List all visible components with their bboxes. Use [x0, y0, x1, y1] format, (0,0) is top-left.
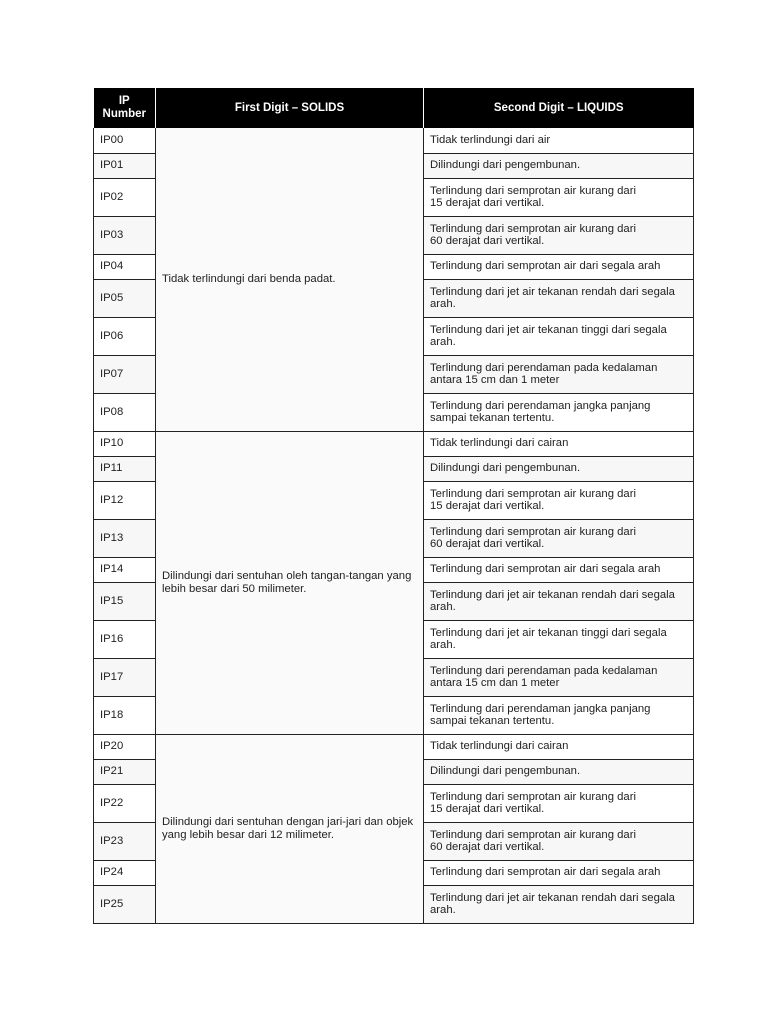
- liquids-description-cell: Terlindung dari semprotan air kurang dari 15 derajat dari vertikal.: [424, 178, 694, 216]
- ip-code-cell: IP06: [94, 317, 156, 355]
- liquids-description-cell: Terlindung dari semprotan air kurang dari 15 derajat dari vertikal.: [424, 481, 694, 519]
- ip-code-cell: IP05: [94, 279, 156, 317]
- ip-code-cell: IP15: [94, 582, 156, 620]
- liquids-description-cell: Tidak terlindungi dari air: [424, 128, 694, 153]
- liquids-description-cell: Terlindung dari perendaman pada kedalaman antara 15 cm dan 1 meter: [424, 355, 694, 393]
- ip-code-cell: IP02: [94, 178, 156, 216]
- ip-rating-table: [93, 88, 694, 924]
- liquids-description-cell: Terlindung dari jet air tekanan tinggi dari segala arah.: [424, 620, 694, 658]
- liquids-description-cell: Dilindungi dari pengembunan.: [424, 759, 694, 784]
- liquids-description-cell: Tidak terlindungi dari cairan: [424, 431, 694, 456]
- liquids-description-cell: Terlindung dari semprotan air kurang dari 60 derajat dari vertikal.: [424, 822, 694, 860]
- liquids-description-cell: Terlindung dari semprotan air dari segala arah: [424, 860, 694, 885]
- liquids-description-cell: Terlindung dari semprotan air kurang dari 60 derajat dari vertikal.: [424, 519, 694, 557]
- ip-code-cell: IP20: [94, 734, 156, 759]
- header-second-digit: Second Digit – LIQUIDS: [424, 88, 694, 128]
- ip-code-cell: IP25: [94, 885, 156, 923]
- header-first-digit: First Digit – SOLIDS: [156, 88, 424, 128]
- ip-code-cell: IP03: [94, 216, 156, 254]
- liquids-description-cell: Terlindung dari jet air tekanan rendah dari segala arah.: [424, 885, 694, 923]
- liquids-description-cell: Dilindungi dari pengembunan.: [424, 456, 694, 481]
- solids-description-cell: Dilindungi dari sentuhan dengan jari-jari dan objek yang lebih besar dari 12 milimeter.: [156, 734, 424, 923]
- ip-code-cell: IP11: [94, 456, 156, 481]
- ip-code-cell: IP17: [94, 658, 156, 696]
- liquids-description-cell: Terlindung dari semprotan air kurang dari 60 derajat dari vertikal.: [424, 216, 694, 254]
- liquids-description-cell: Terlindung dari perendaman pada kedalaman antara 15 cm dan 1 meter: [424, 658, 694, 696]
- ip-code-cell: IP21: [94, 759, 156, 784]
- liquids-description-cell: Terlindung dari jet air tekanan rendah dari segala arah.: [424, 279, 694, 317]
- liquids-description-cell: Terlindung dari jet air tekanan rendah dari segala arah.: [424, 582, 694, 620]
- ip-code-cell: IP07: [94, 355, 156, 393]
- table-row: [94, 431, 694, 456]
- liquids-description-cell: Terlindung dari semprotan air dari segala arah: [424, 254, 694, 279]
- table-row: [94, 734, 694, 759]
- ip-code-cell: IP10: [94, 431, 156, 456]
- liquids-description-cell: Terlindung dari jet air tekanan tinggi dari segala arah.: [424, 317, 694, 355]
- liquids-description-cell: Terlindung dari perendaman jangka panjang sampai tekanan tertentu.: [424, 696, 694, 734]
- ip-code-cell: IP23: [94, 822, 156, 860]
- ip-code-cell: IP00: [94, 128, 156, 153]
- ip-code-cell: IP14: [94, 557, 156, 582]
- table-row: [94, 128, 694, 153]
- ip-code-cell: IP16: [94, 620, 156, 658]
- header-ip-number: IP Number: [94, 88, 156, 128]
- solids-description-cell: Dilindungi dari sentuhan oleh tangan-tangan yang lebih besar dari 50 milimeter.: [156, 431, 424, 734]
- table-body: [94, 128, 694, 923]
- ip-code-cell: IP08: [94, 393, 156, 431]
- ip-code-cell: IP22: [94, 784, 156, 822]
- ip-code-cell: IP18: [94, 696, 156, 734]
- ip-code-cell: IP13: [94, 519, 156, 557]
- table-header: [94, 88, 694, 128]
- liquids-description-cell: Terlindung dari perendaman jangka panjang sampai tekanan tertentu.: [424, 393, 694, 431]
- ip-code-cell: IP24: [94, 860, 156, 885]
- liquids-description-cell: Tidak terlindungi dari cairan: [424, 734, 694, 759]
- ip-code-cell: IP01: [94, 153, 156, 178]
- liquids-description-cell: Terlindung dari semprotan air dari segala arah: [424, 557, 694, 582]
- liquids-description-cell: Terlindung dari semprotan air kurang dari 15 derajat dari vertikal.: [424, 784, 694, 822]
- ip-code-cell: IP04: [94, 254, 156, 279]
- ip-code-cell: IP12: [94, 481, 156, 519]
- liquids-description-cell: Dilindungi dari pengembunan.: [424, 153, 694, 178]
- solids-description-cell: Tidak terlindungi dari benda padat.: [156, 128, 424, 431]
